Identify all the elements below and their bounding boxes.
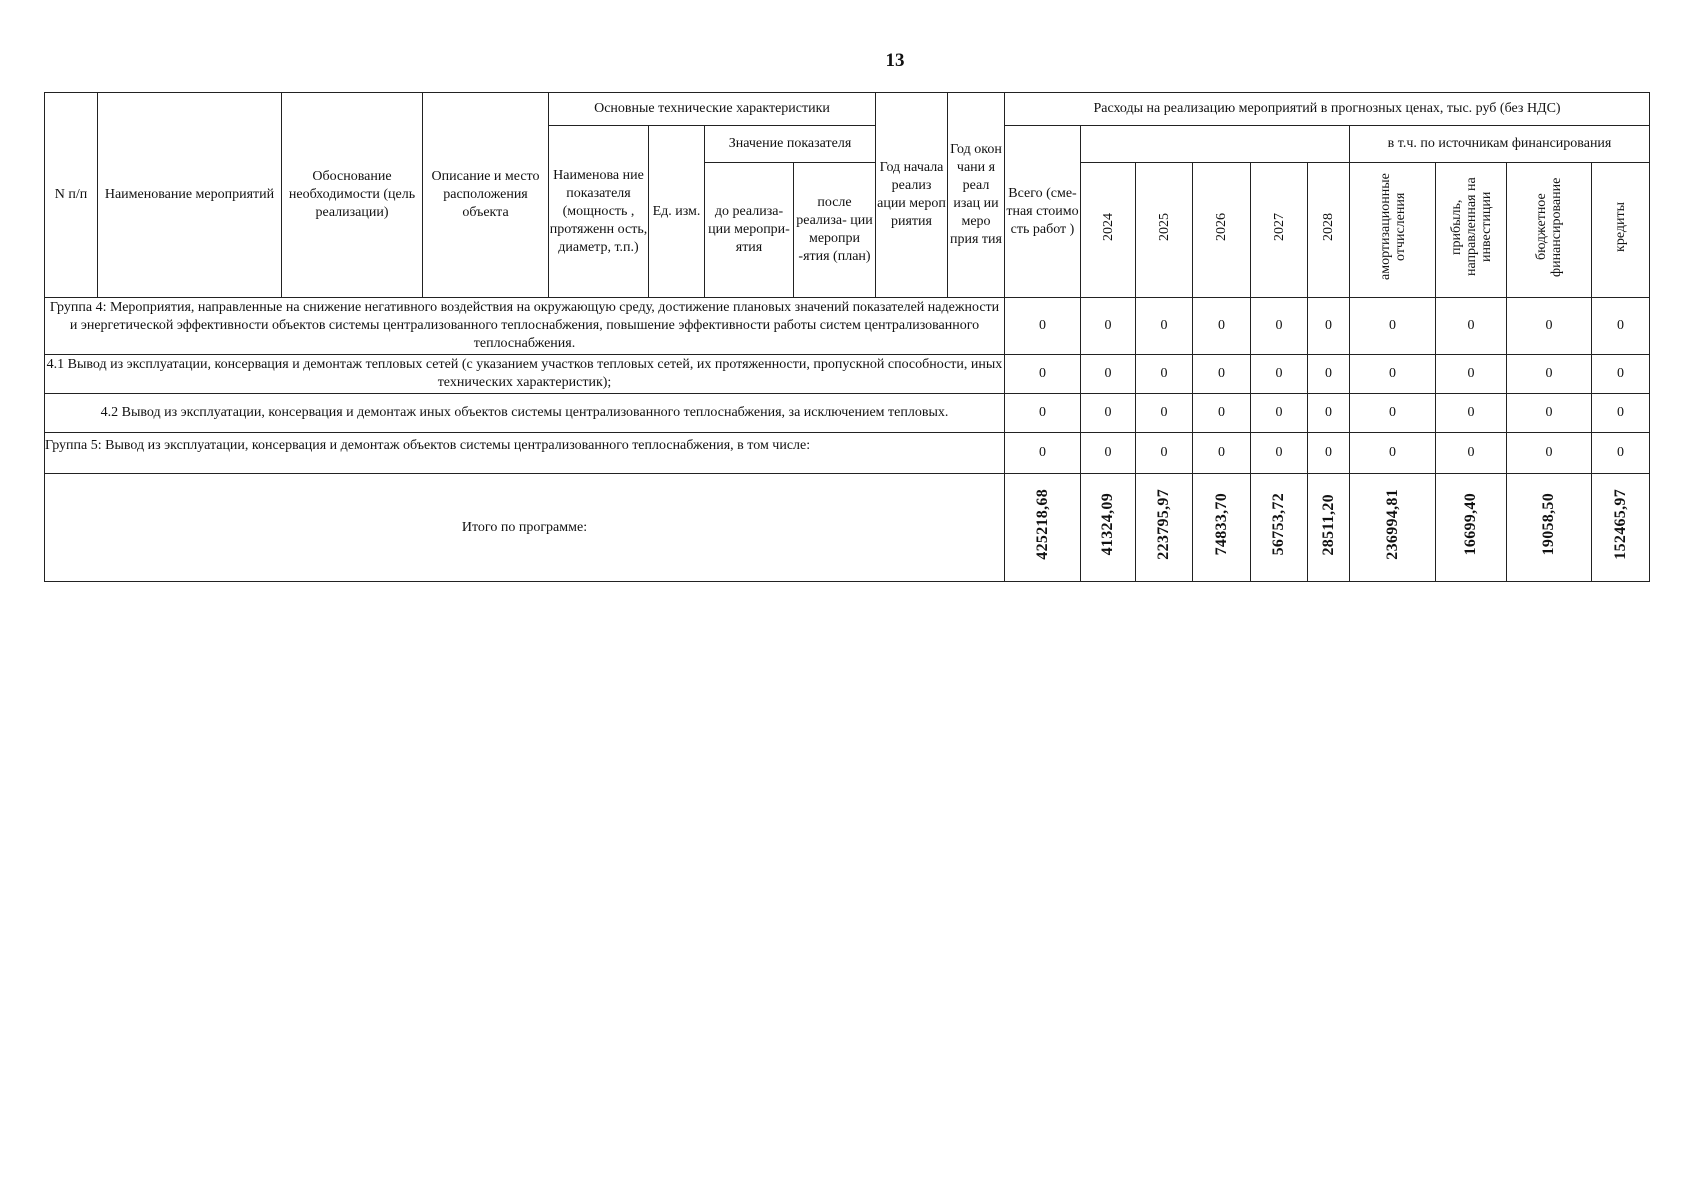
total-value: 28511,20 xyxy=(1308,474,1350,582)
total-value: 223795,97 xyxy=(1136,474,1193,582)
total-value: 16699,40 xyxy=(1436,474,1507,582)
cell-value: 0 xyxy=(1308,298,1350,355)
cell-value: 0 xyxy=(1308,433,1350,474)
col-end-year-header: Год окон чани я реал изац ии меро прия тия xyxy=(948,93,1005,298)
total-value: 236994,81 xyxy=(1350,474,1436,582)
table-row xyxy=(45,355,1650,394)
cell-value: 0 xyxy=(1436,394,1507,433)
total-value: 152465,97 xyxy=(1592,474,1650,582)
cell-value: 0 xyxy=(1308,394,1350,433)
col-amortization-header: амортизационные отчисления xyxy=(1350,163,1436,298)
cell-value: 0 xyxy=(1507,433,1592,474)
col-description-header: Описание и место расположения объекта xyxy=(423,93,549,298)
cell-value: 0 xyxy=(1350,394,1436,433)
row-label: Группа 5: Вывод из эксплуатации, консервация и демонтаж объектов системы централизованного теплоснабжения, в том числе: xyxy=(45,433,1005,474)
cell-value: 0 xyxy=(1136,433,1193,474)
indicator-value-header: Значение показателя xyxy=(705,126,876,163)
cell-value: 0 xyxy=(1193,298,1251,355)
cell-value: 0 xyxy=(1005,298,1081,355)
table-row xyxy=(45,298,1650,355)
total-label: Итого по программе: xyxy=(45,474,1005,582)
cell-value: 0 xyxy=(1507,298,1592,355)
col-year-2026-header: 2026 xyxy=(1193,163,1251,298)
funding-sources-header: в т.ч. по источникам финансирования xyxy=(1350,126,1650,163)
col-num-header: N п/п xyxy=(45,93,98,298)
cell-value: 0 xyxy=(1251,394,1308,433)
cell-value: 0 xyxy=(1592,433,1650,474)
table-row xyxy=(45,394,1650,433)
cell-value: 0 xyxy=(1350,433,1436,474)
cell-value: 0 xyxy=(1005,433,1081,474)
expenses-header: Расходы на реализацию мероприятий в прогнозных ценах, тыс. руб (без НДС) xyxy=(1005,93,1650,126)
row-label: Группа 4: Мероприятия, направленные на снижение негативного воздействия на окружающую среду, достижение плановых значений показателей надежности и энергетической эффективности объектов системы централизованного теплоснабжения, повышение эффективности работы систем централизованного теплоснабжения. xyxy=(45,298,1005,355)
cell-value: 0 xyxy=(1005,394,1081,433)
cell-value: 0 xyxy=(1193,355,1251,394)
cell-value: 0 xyxy=(1081,355,1136,394)
col-year-2028-header: 2028 xyxy=(1308,163,1350,298)
tech-characteristics-header: Основные технические характеристики xyxy=(549,93,876,126)
cell-value: 0 xyxy=(1005,355,1081,394)
cell-value: 0 xyxy=(1136,298,1193,355)
cell-value: 0 xyxy=(1136,355,1193,394)
row-label: 4.1 Вывод из эксплуатации, консервация и демонтаж тепловых сетей (с указанием участков тепловых сетей, их протяженности, пропускной способности, иных технических характеристик); xyxy=(45,355,1005,394)
cell-value: 0 xyxy=(1507,394,1592,433)
col-budget-header: бюджетное финансирование xyxy=(1507,163,1592,298)
cell-value: 0 xyxy=(1592,298,1650,355)
col-before-header: до реализа- ции меропри- ятия xyxy=(705,163,794,298)
cell-value: 0 xyxy=(1350,298,1436,355)
cell-value: 0 xyxy=(1507,355,1592,394)
investment-program-table xyxy=(44,92,1650,582)
cell-value: 0 xyxy=(1193,394,1251,433)
cell-value: 0 xyxy=(1081,298,1136,355)
cell-value: 0 xyxy=(1350,355,1436,394)
col-credits-header: кредиты xyxy=(1592,163,1650,298)
col-year-2024-header: 2024 xyxy=(1081,163,1136,298)
col-unit-header: Ед. изм. xyxy=(649,126,705,298)
table-row xyxy=(45,433,1650,474)
cell-value: 0 xyxy=(1436,298,1507,355)
cell-value: 0 xyxy=(1592,394,1650,433)
cell-value: 0 xyxy=(1436,433,1507,474)
col-year-2025-header: 2025 xyxy=(1136,163,1193,298)
total-row xyxy=(45,474,1650,582)
total-value: 56753,72 xyxy=(1251,474,1308,582)
cell-value: 0 xyxy=(1308,355,1350,394)
cell-value: 0 xyxy=(1136,394,1193,433)
col-justification-header: Обоснование необходимости (цель реализации) xyxy=(282,93,423,298)
total-value: 19058,50 xyxy=(1507,474,1592,582)
page-number: 13 xyxy=(885,50,905,71)
col-after-header: после реализа- ции меропри -ятия (план) xyxy=(794,163,876,298)
total-value: 74833,70 xyxy=(1193,474,1251,582)
cell-value: 0 xyxy=(1592,355,1650,394)
col-total-header: Всего (сме- тная стоимо сть работ ) xyxy=(1005,126,1081,298)
col-indicator-name-header: Наименова ние показателя (мощность , протяженн ость, диаметр, т.п.) xyxy=(549,126,649,298)
col-profit-header: прибыль, направленная на инвестиции xyxy=(1436,163,1507,298)
header-row-1 xyxy=(45,93,1650,126)
years-group-header xyxy=(1081,126,1350,163)
col-start-year-header: Год начала реализ ации мероп риятия xyxy=(876,93,948,298)
col-name-header: Наименование мероприятий xyxy=(98,93,282,298)
row-label: 4.2 Вывод из эксплуатации, консервация и демонтаж иных объектов системы централизованного теплоснабжения, за исключением тепловых. xyxy=(45,394,1005,433)
cell-value: 0 xyxy=(1193,433,1251,474)
cell-value: 0 xyxy=(1251,355,1308,394)
cell-value: 0 xyxy=(1081,433,1136,474)
cell-value: 0 xyxy=(1081,394,1136,433)
cell-value: 0 xyxy=(1436,355,1507,394)
cell-value: 0 xyxy=(1251,298,1308,355)
cell-value: 0 xyxy=(1251,433,1308,474)
total-value: 425218,68 xyxy=(1005,474,1081,582)
total-value: 41324,09 xyxy=(1081,474,1136,582)
col-year-2027-header: 2027 xyxy=(1251,163,1308,298)
